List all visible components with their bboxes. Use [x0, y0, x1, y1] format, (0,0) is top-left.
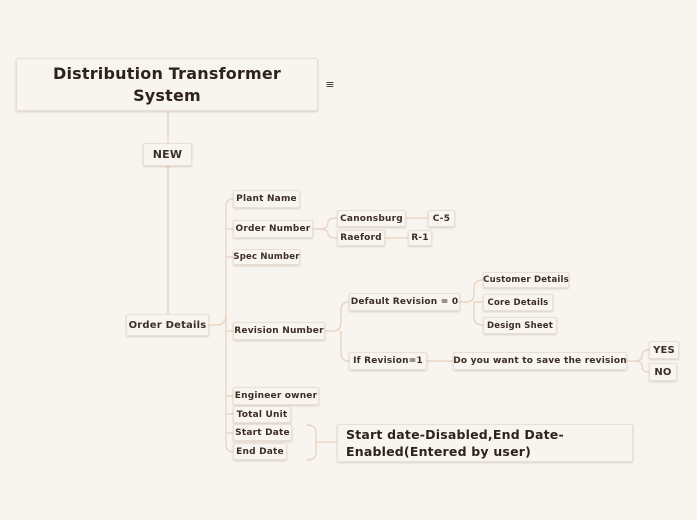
node-date-note[interactable]: Start date-Disabled,End Date-Enabled(Entered by user) [337, 424, 633, 462]
node-no[interactable]: NO [649, 363, 677, 381]
node-spec-number[interactable]: Spec Number [233, 249, 300, 265]
node-design-sheet[interactable]: Design Sheet [483, 317, 557, 334]
node-c5[interactable]: C-5 [428, 210, 455, 227]
node-end-date[interactable]: End Date [233, 443, 287, 460]
node-revision-number[interactable]: Revision Number [233, 322, 325, 340]
node-save-question[interactable]: Do you want to save the revision [453, 352, 627, 370]
root-topic[interactable] [16, 58, 318, 111]
node-if-revision[interactable]: If Revision=1 [349, 352, 427, 370]
root-title: Distribution Transformer System [52, 63, 282, 105]
node-r1[interactable]: R-1 [408, 230, 432, 246]
menu-icon[interactable]: ≡ [325, 78, 335, 91]
node-default-revision[interactable]: Default Revision = 0 [349, 293, 460, 311]
node-customer-details[interactable]: Customer Details [483, 272, 569, 288]
node-order-details[interactable]: Order Details [126, 314, 209, 336]
node-plant-name[interactable]: Plant Name [233, 190, 300, 208]
node-canonsburg[interactable]: Canonsburg [337, 210, 406, 227]
node-core-details[interactable]: Core Details [483, 294, 553, 311]
node-raeford[interactable]: Raeford [337, 230, 385, 246]
node-total-unit[interactable]: Total Unit [233, 406, 291, 423]
node-start-date[interactable]: Start Date [233, 424, 292, 441]
node-new[interactable]: NEW [143, 143, 192, 166]
node-yes[interactable]: YES [649, 341, 679, 359]
node-engineer-owner[interactable]: Engineer owner [233, 387, 319, 405]
node-order-number[interactable]: Order Number [233, 220, 313, 238]
